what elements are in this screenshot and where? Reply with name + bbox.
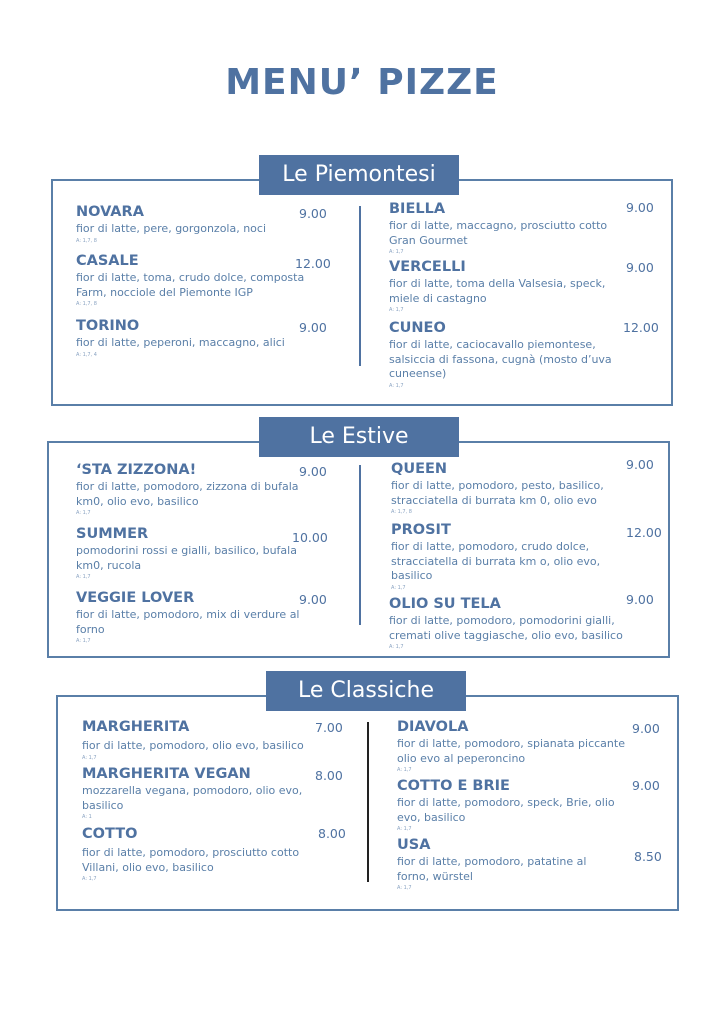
item-allergens: A: 1,7 bbox=[82, 876, 97, 882]
item-description: fior di latte, peperoni, maccagno, alici bbox=[76, 336, 285, 349]
item-allergens: A: 1,7 bbox=[82, 754, 97, 761]
item-description: fior di latte, maccagno, prosciutto cotto Gran Gourmet bbox=[389, 219, 608, 247]
item-name: COTTO E BRIE bbox=[397, 778, 510, 794]
item-price: 9.00 bbox=[626, 260, 654, 275]
item-description: fior di latte, pomodoro, olio evo, basilico bbox=[82, 739, 304, 752]
menu-item-queen bbox=[391, 461, 616, 515]
item-name: SUMMER bbox=[76, 526, 149, 542]
item-name: DIAVOLA bbox=[397, 719, 469, 735]
menu-item-casale bbox=[76, 253, 311, 307]
item-allergens: A: 1,7 bbox=[397, 885, 412, 891]
item-description: fior di latte, toma della Valsesia, speck, miele di castagno bbox=[389, 277, 606, 305]
item-name: VEGGIE LOVER bbox=[76, 590, 195, 606]
item-allergens: A: 1,7, 8 bbox=[76, 301, 97, 307]
item-allergens: A: 1,7 bbox=[76, 574, 91, 580]
menu-item-cotto-e-brie bbox=[397, 778, 622, 832]
menu-item-novara bbox=[76, 204, 301, 244]
item-price: 8.00 bbox=[315, 768, 343, 783]
item-price: 7.00 bbox=[315, 720, 343, 735]
item-name: CASALE bbox=[76, 253, 139, 269]
item-allergens: A: 1,7 bbox=[76, 510, 91, 516]
section-title-estive: Le Estive bbox=[259, 417, 459, 457]
page-title: MENU’ PIZZE bbox=[225, 62, 499, 103]
item-description: fior di latte, pomodoro, pesto, basilico, stracciatella di burrata km 0, olio evo bbox=[391, 479, 604, 507]
item-price: 9.00 bbox=[626, 592, 654, 607]
item-price: 12.00 bbox=[623, 320, 659, 335]
item-name: PROSIT bbox=[391, 522, 451, 538]
menu-item-vercelli bbox=[389, 259, 614, 313]
item-allergens: A: 1,7 bbox=[397, 767, 412, 773]
column-divider bbox=[359, 206, 361, 366]
item-allergens: A: 1 bbox=[82, 814, 92, 820]
item-description: fior di latte, pomodoro, spianata piccante olio evo al peperoncino bbox=[397, 737, 625, 765]
item-allergens: A: 1,7, 8 bbox=[76, 237, 97, 244]
item-price: 10.00 bbox=[292, 530, 328, 545]
item-allergens: A: 1,7 bbox=[389, 644, 404, 650]
item-allergens: A: 1,7 bbox=[397, 826, 412, 832]
column-divider bbox=[367, 722, 369, 882]
menu-item-biella bbox=[389, 201, 614, 255]
item-description: fior di latte, pomodoro, speck, Brie, olio evo, basilico bbox=[397, 796, 615, 824]
item-name: VERCELLI bbox=[389, 259, 466, 275]
item-name: COTTO bbox=[82, 826, 138, 842]
menu-item-prosit bbox=[391, 522, 616, 591]
item-price: 12.00 bbox=[626, 525, 662, 540]
menu-item-torino bbox=[76, 318, 301, 358]
item-price: 9.00 bbox=[626, 457, 654, 472]
item-allergens: A: 1,7 bbox=[389, 249, 404, 255]
item-name: MARGHERITA bbox=[82, 719, 190, 735]
item-name: OLIO SU TELA bbox=[389, 596, 501, 612]
item-price: 9.00 bbox=[632, 778, 660, 793]
item-name: MARGHERITA VEGAN bbox=[82, 766, 251, 782]
section-title-classiche: Le Classiche bbox=[266, 671, 466, 711]
item-price: 9.00 bbox=[626, 200, 654, 215]
item-description: fior di latte, pomodoro, patatine al forno, würstel bbox=[397, 855, 587, 883]
menu-item-margherita-vegan bbox=[82, 766, 307, 820]
item-price: 9.00 bbox=[299, 320, 327, 335]
menu-item-olio-su-tela bbox=[389, 596, 629, 650]
item-name: QUEEN bbox=[391, 461, 448, 477]
menu-item-cuneo bbox=[389, 320, 624, 389]
item-price: 9.00 bbox=[632, 721, 660, 736]
item-allergens: A: 1,7 bbox=[389, 382, 404, 389]
item-name: CUNEO bbox=[389, 320, 446, 336]
item-description: pomodorini rossi e gialli, basilico, bufala km0, rucola bbox=[76, 544, 297, 572]
menu-item-sta-zizzona bbox=[76, 462, 301, 516]
item-price: 8.00 bbox=[318, 826, 346, 841]
item-name: ‘STA ZIZZONA! bbox=[76, 462, 197, 478]
item-name: NOVARA bbox=[76, 204, 144, 220]
item-description: fior di latte, caciocavallo piemontese, salsiccia di fassona, cugnà (mosto d’uva cuneense) bbox=[389, 338, 612, 380]
item-price: 9.00 bbox=[299, 592, 327, 607]
item-description: fior di latte, pomodoro, prosciutto cotto Villani, olio evo, basilico bbox=[82, 846, 300, 874]
item-allergens: A: 1,7 bbox=[391, 584, 406, 591]
item-description: fior di latte, pomodoro, mix di verdure al forno bbox=[76, 608, 300, 636]
item-price: 9.00 bbox=[299, 464, 327, 479]
menu-item-usa bbox=[397, 837, 622, 891]
item-description: fior di latte, pomodoro, zizzona di bufala km0, olio evo, basilico bbox=[76, 480, 299, 508]
item-description: mozzarella vegana, pomodoro, olio evo, basilico bbox=[82, 784, 303, 812]
item-name: BIELLA bbox=[389, 201, 446, 217]
menu-item-cotto bbox=[82, 826, 307, 882]
menu-item-summer bbox=[76, 526, 301, 580]
item-allergens: A: 1,7 bbox=[76, 638, 91, 644]
menu-item-diavola bbox=[397, 719, 632, 773]
item-allergens: A: 1,7 bbox=[389, 307, 404, 313]
item-name: USA bbox=[397, 837, 431, 853]
item-allergens: A: 1,7, 8 bbox=[391, 509, 412, 515]
item-description: fior di latte, pomodoro, pomodorini gialli, cremati olive taggiasche, olio evo, basilico bbox=[389, 614, 623, 642]
item-price: 8.50 bbox=[634, 849, 662, 864]
item-allergens: A: 1,7, 4 bbox=[76, 351, 97, 358]
menu-item-veggie-lover bbox=[76, 590, 301, 644]
column-divider bbox=[359, 465, 361, 625]
section-title-piemontesi: Le Piemontesi bbox=[259, 155, 459, 195]
item-name: TORINO bbox=[76, 318, 140, 334]
item-price: 12.00 bbox=[295, 256, 331, 271]
item-description: fior di latte, pomodoro, crudo dolce, stracciatella di burrata km o, olio evo, basilico bbox=[391, 540, 601, 582]
item-price: 9.00 bbox=[299, 206, 327, 221]
item-description: fior di latte, pere, gorgonzola, noci bbox=[76, 222, 267, 235]
item-description: fior di latte, toma, crudo dolce, composta Farm, nocciole del Piemonte IGP bbox=[76, 271, 305, 299]
menu-item-margherita bbox=[82, 719, 307, 761]
